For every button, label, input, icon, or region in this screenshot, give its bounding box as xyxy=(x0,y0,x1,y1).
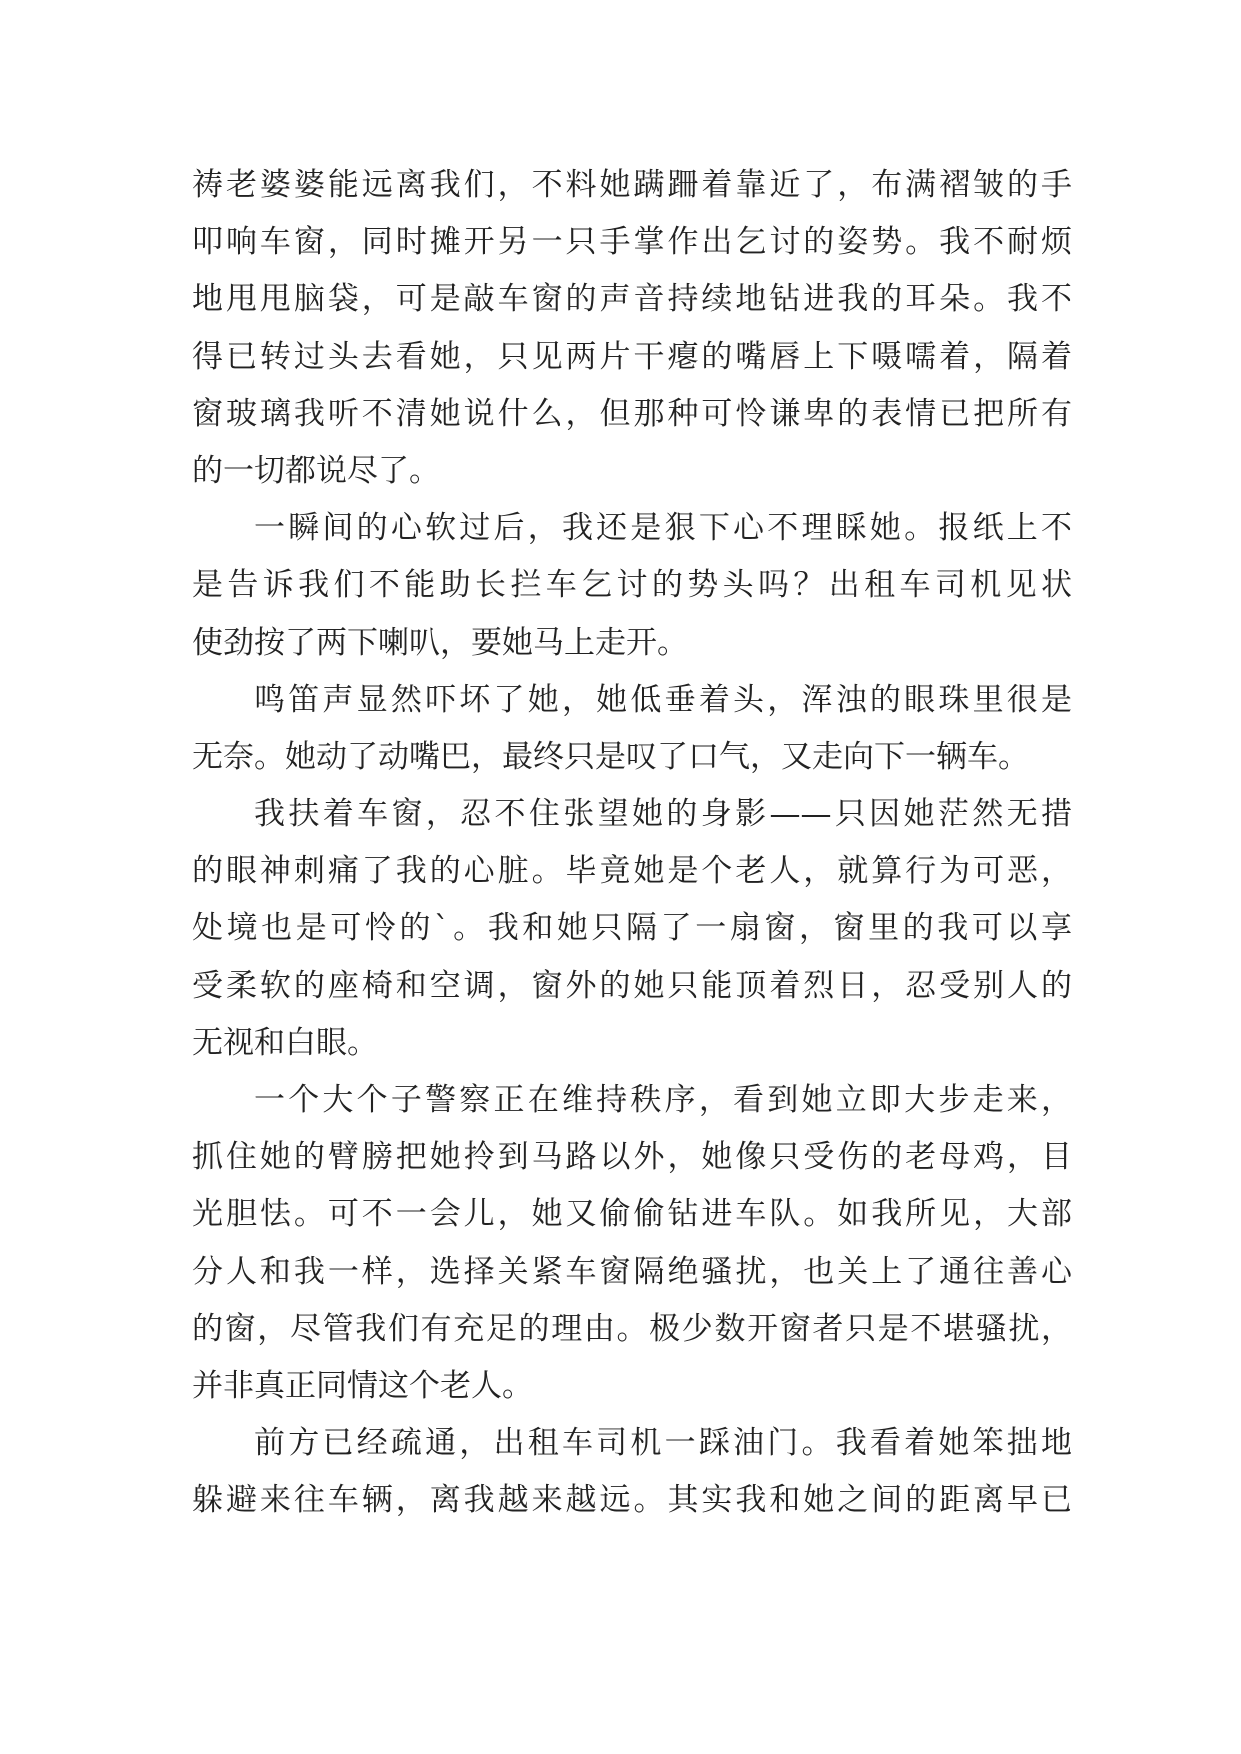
text-line: 使劲按了两下喇叭，要她马上走开。 xyxy=(192,624,688,661)
text-line: 的眼神刺痛了我的心脏。毕竟她是个老人，就算行为可恶， xyxy=(192,853,1072,890)
text-line: 受柔软的座椅和空调，窗外的她只能顶着烈日，忍受别人的 xyxy=(192,967,1072,1004)
text-line: 无视和白眼。 xyxy=(192,1024,378,1061)
text-line: 处境也是可怜的`。我和她只隔了一扇窗，窗里的我可以享 xyxy=(192,910,1072,947)
text-line: 我扶着车窗，忍不住张望她的身影——只因她茫然无措 xyxy=(254,796,1072,833)
text-line: 分人和我一样，选择关紧车窗隔绝骚扰，也关上了通往善心 xyxy=(192,1253,1072,1290)
essay-body xyxy=(192,157,1072,1530)
text-line: 叩响车窗，同时摊开另一只手掌作出乞讨的姿势。我不耐烦 xyxy=(192,224,1072,261)
text-line: 地甩甩脑袋，可是敲车窗的声音持续地钻进我的耳朵。我不 xyxy=(192,281,1072,318)
text-line: 躲避来往车辆，离我越来越远。其实我和她之间的距离早已 xyxy=(192,1482,1072,1519)
text-line: 窗玻璃我听不清她说什么，但那种可怜谦卑的表情已把所有 xyxy=(192,395,1072,432)
text-line: 祷老婆婆能远离我们，不料她蹒跚着靠近了，布满褶皱的手 xyxy=(192,167,1072,203)
text-line: 一瞬间的心软过后，我还是狠下心不理睬她。报纸上不 xyxy=(254,510,1072,547)
text-line: 抓住她的臂膀把她拎到马路以外，她像只受伤的老母鸡，目 xyxy=(192,1139,1072,1176)
text-line: 的一切都说尽了。 xyxy=(192,452,440,489)
text-line: 前方已经疏通，出租车司机一踩油门。我看着她笨拙地 xyxy=(254,1425,1072,1462)
text-line: 一个大个子警察正在维持秩序，看到她立即大步走来， xyxy=(254,1082,1072,1118)
text-line: 光胆怯。可不一会儿，她又偷偷钻进车队。如我所见，大部 xyxy=(192,1196,1072,1233)
text-line: 无奈。她动了动嘴巴，最终只是叹了口气，又走向下一辆车。 xyxy=(192,738,1029,775)
text-line: 得已转过头去看她，只见两片干瘪的嘴唇上下嗫嚅着，隔着 xyxy=(192,338,1072,375)
text-line: 并非真正同情这个老人。 xyxy=(192,1367,533,1404)
text-line: 是告诉我们不能助长拦车乞讨的势头吗？出租车司机见状 xyxy=(192,567,1072,604)
text-line: 的窗，尽管我们有充足的理由。极少数开窗者只是不堪骚扰， xyxy=(192,1310,1072,1347)
text-line: 鸣笛声显然吓坏了她，她低垂着头，浑浊的眼珠里很是 xyxy=(254,681,1072,718)
